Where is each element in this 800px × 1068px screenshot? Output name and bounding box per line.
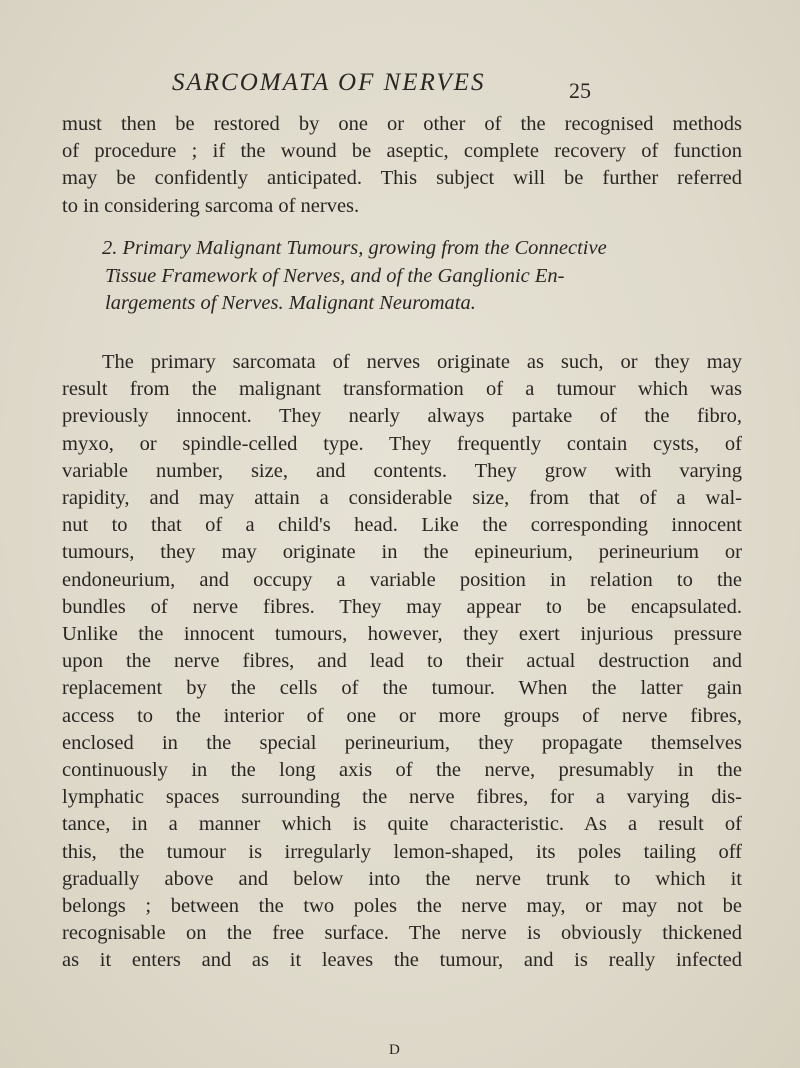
text-line: tumours, they may originate in the epineurium, perineurium or <box>62 541 742 564</box>
text-line: rapidity, and may attain a considerable size, from that of a wal- <box>62 487 742 510</box>
heading-line: Tissue Framework of Nerves, and of the Ganglionic En- <box>105 264 565 287</box>
signature-mark: D <box>389 1042 400 1058</box>
text-line: access to the interior of one or more groups of nerve fibres, <box>62 704 742 727</box>
running-title: SARCOMATA OF NERVES <box>172 69 486 96</box>
text-line: may be confidently anticipated. This subject will be further referred <box>62 167 742 190</box>
text-line: result from the malignant transformation of a tumour which was <box>62 378 742 401</box>
text-line: lymphatic spaces surrounding the nerve fibres, for a varying dis- <box>62 786 742 809</box>
text-line: Unlike the innocent tumours, however, they exert injurious pressure <box>62 623 742 646</box>
text-line: bundles of nerve fibres. They may appear to be encapsulated. <box>62 595 742 618</box>
text-line: as it enters and as it leaves the tumour, and is really infected <box>62 949 742 972</box>
text-line: The primary sarcomata of nerves originate as such, or they may <box>102 351 742 373</box>
text-line: to in considering sarcoma of nerves. <box>62 194 360 217</box>
section-heading <box>62 235 742 318</box>
text-line: of procedure ; if the wound be aseptic, complete recovery of function <box>62 140 742 163</box>
text-line: continuously in the long axis of the nerve, presumably in the <box>62 759 742 782</box>
text-line: this, the tumour is irregularly lemon-shaped, its poles tailing off <box>62 840 742 863</box>
text-line: tance, in a manner which is quite characteristic. As a result of <box>62 813 742 836</box>
page-number: 25 <box>569 78 591 103</box>
text-line: nut to that of a child's head. Like the corresponding innocent <box>62 514 742 537</box>
text-line: previously innocent. They nearly always partake of the fibro, <box>62 405 742 428</box>
paragraph-main <box>62 349 742 975</box>
heading-line: 2. Primary Malignant Tumours, growing from the Connective <box>102 237 607 259</box>
text-line: must then be restored by one or other of the recognised methods <box>62 113 742 135</box>
text-line: belongs ; between the two poles the nerve may, or may not be <box>62 895 742 918</box>
text-line: recognisable on the free surface. The nerve is obviously thickened <box>62 922 742 945</box>
text-line: enclosed in the special perineurium, they propagate themselves <box>62 731 742 754</box>
paragraph-continuation <box>62 111 742 220</box>
text-line: replacement by the cells of the tumour. When the latter gain <box>62 677 742 700</box>
text-line: myxo, or spindle-celled type. They frequently contain cysts, of <box>62 432 742 455</box>
heading-line: largements of Nerves. Malignant Neuromata. <box>105 292 476 314</box>
text-line: upon the nerve fibres, and lead to their actual destruction and <box>62 650 742 673</box>
text-line: variable number, size, and contents. They grow with varying <box>62 459 742 482</box>
text-line: endoneurium, and occupy a variable position in relation to the <box>62 568 742 591</box>
text-line: gradually above and below into the nerve trunk to which it <box>62 867 742 890</box>
